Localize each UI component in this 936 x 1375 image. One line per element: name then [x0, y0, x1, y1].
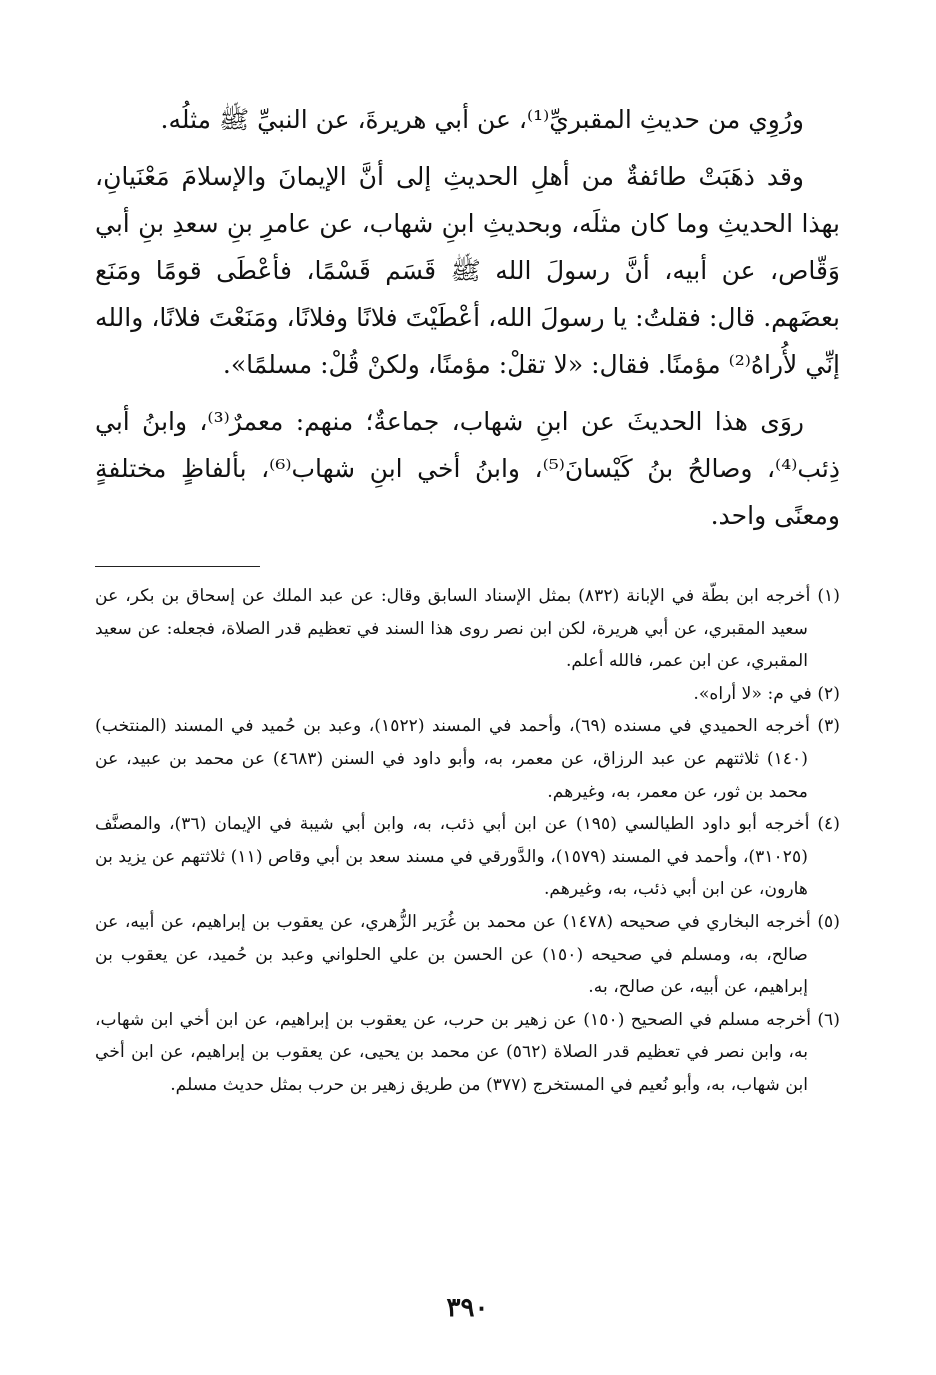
footnote-divider: [95, 566, 260, 567]
footnote-6: (٦) أخرجه مسلم في الصحيح (١٥٠) عن زهير بن حرب، عن يعقوب بن إبراهيم، عن ابن أخي ابن شهاب، به، وابن نصر في تعظيم قدر الصلاة (٥٦٢) عن محمد بن يحيى، عن يعقوب بن إبراهيم، عن ابن أخي ابن شهاب، به، وأبو نُعيم في المستخرج (٣٧٧) من طريق زهير بن حرب بمثل حديث مسلم.: [95, 1009, 840, 1095]
footnote-4: (٤) أخرجه أبو داود الطيالسي (١٩٥) عن ابن أبي ذئب، به، وابن أبي شيبة في الإيمان (٣٦)، والمصنَّف (٣١٠٢٥)، وأحمد في المسند (١٥٧٩)، والدَّورقي في مسند سعد بن أبي وقاص (١١) ثلاثتهم عن يزيد بن هارون، عن ابن أبي ذئب، به، وغيرهم.: [95, 814, 840, 900]
footnote-2: (٢) في م: «لا أراه».: [693, 683, 840, 704]
main-text: [95, 96, 840, 539]
footnote-3: (٣) أخرجه الحميدي في مسنده (٦٩)، وأحمد في المسند (١٥٢٢)، وعبد بن حُميد في المسند (المنتخب) (١٤٠) ثلاثتهم عن عبد الرزاق، عن معمر، به، وأبو داود في السنن (٤٦٨٣) عن محمد بن عبيد، عن محمد بن ثور، عن معمر، به، وغيرهم.: [95, 716, 841, 802]
footnote-5: (٥) أخرجه البخاري في صحيحه (١٤٧٨) عن محمد بن غُرَير الزُّهري، عن يعقوب بن إبراهيم، عن أبيه، عن صالح، به، ومسلم في صحيحه (١٥٠) عن الحسن بن علي الحلواني وعبد بن حُميد، عن يعقوب بن إبراهيم، عن أبيه، عن صالح، به.: [95, 911, 840, 998]
footnotes: [95, 580, 840, 1102]
page-number: ٣٩٠: [446, 1293, 489, 1323]
paragraph-2: وقد ذهَبَتْ طائفةٌ من أهلِ الحديثِ إلى أنَّ الإيمانَ والإسلامَ مَعْنَيانِ، بهذا الحديثِ وما كان مثلَه، وبحديثِ ابنِ شهاب، عن عامرِ بنِ سعدِ بنِ أبي وَقّاص، عن أبيه، أنَّ رسولَ الله ﷺ قَسَم قَسْمًا، فأعْطَى قومًا ومَنَع بعضَهم. قال: فقلتُ: يا رسولَ الله، أعْطَيْتَ فلانًا وفلانًا، ومَنَعْتَ فلانًا، والله إنِّي لأُراهُ⁽²⁾ مؤمنًا. فقال: «لا تقلْ: مؤمنًا، ولكنْ قُلْ: مسلمًا».: [95, 162, 840, 379]
paragraph-3: روَى هذا الحديثَ عن ابنِ شهاب، جماعةٌ؛ منهم: معمرٌ⁽³⁾، وابنُ أبي ذِئب⁽⁴⁾، وصالحُ بنُ كَيْسانَ⁽⁵⁾، وابنُ أخي ابنِ شهاب⁽⁶⁾، بألفاظٍ مختلفةٍ ومعنًى واحد.: [95, 407, 840, 530]
footnote-1: (١) أخرجه ابن بطّة في الإبانة (٨٣٢) بمثل الإسناد السابق وقال: عن عبد الملك عن إسحاق بن بكر، عن سعيد المقبري، عن أبي هريرة، لكن ابن نصر روى هذا السند في تعظيم قدر الصلاة، فجعله: عن سعيد المقبري، عن ابن عمر، فالله أعلم.: [95, 586, 840, 672]
book-page: [95, 96, 840, 1336]
paragraph-1: ورُوِي من حديثِ المقبريِّ⁽¹⁾، عن أبي هريرةَ، عن النبيِّ ﷺ مثلُه.: [160, 105, 804, 134]
